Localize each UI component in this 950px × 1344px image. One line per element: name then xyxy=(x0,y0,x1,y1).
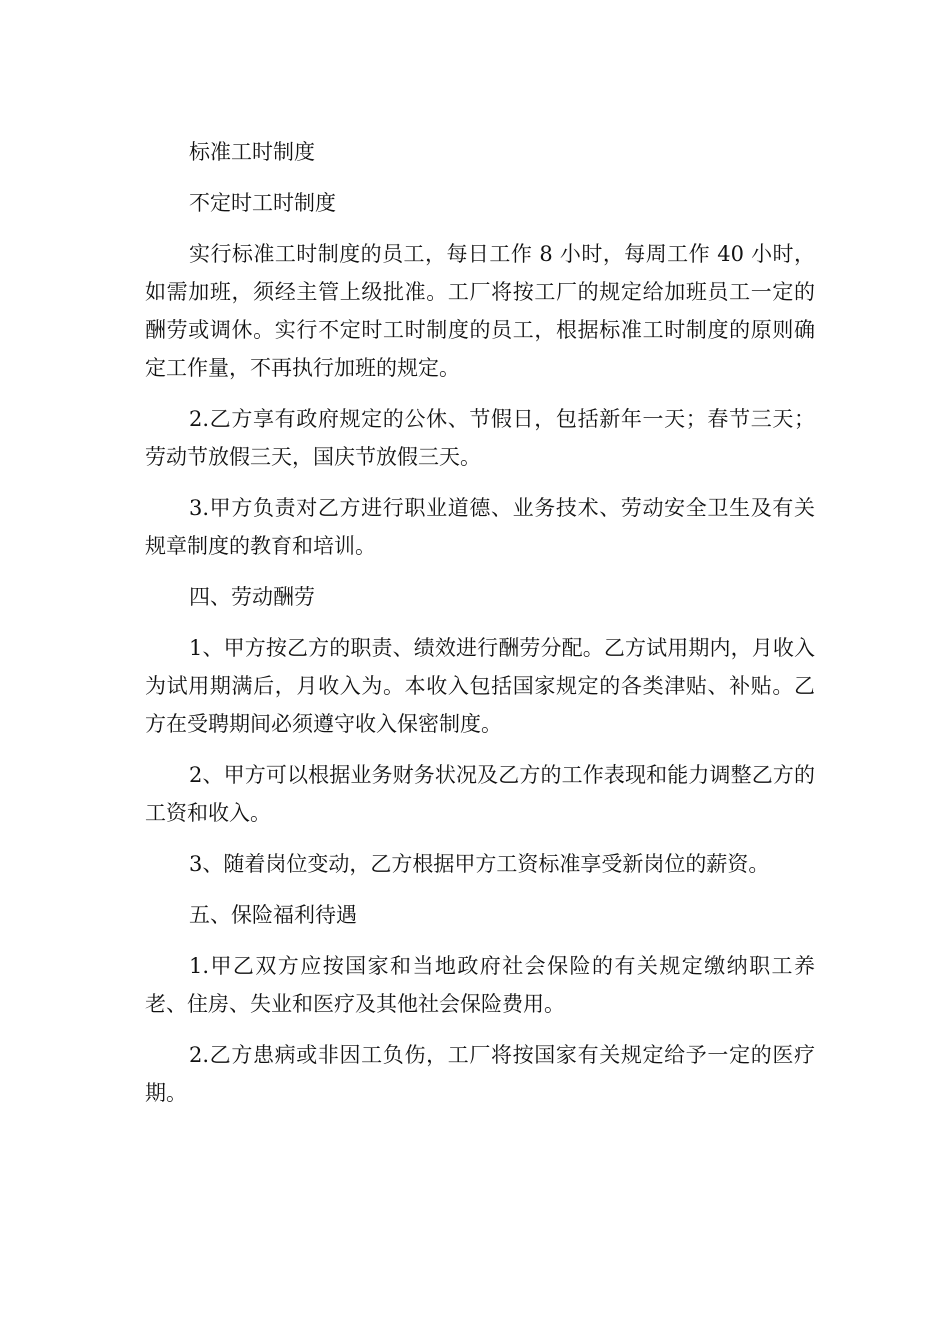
document-body xyxy=(145,133,815,1125)
paragraph-social-insurance: 1.甲乙双方应按国家和当地政府社会保险的有关规定缴纳职工养老、住房、失业和医疗及其他社会保险费用。 xyxy=(145,954,815,1016)
paragraph-holidays: 2.乙方享有政府规定的公休、节假日，包括新年一天；春节三天；劳动节放假三天，国庆节放假三天。 xyxy=(145,407,815,469)
paragraph-training: 3.甲方负责对乙方进行职业道德、业务技术、劳动安全卫生及有关规章制度的教育和培训。 xyxy=(145,496,815,558)
section-heading-remuneration: 四、劳动酬劳 xyxy=(189,585,315,609)
paragraph-salary-adjustment: 2、甲方可以根据业务财务状况及乙方的工作表现和能力调整乙方的工资和收入。 xyxy=(145,763,815,825)
paragraph-position-change: 3、随着岗位变动，乙方根据甲方工资标准享受新岗位的薪资。 xyxy=(189,852,770,876)
section-heading-insurance: 五、保险福利待遇 xyxy=(189,903,357,927)
paragraph-flexible-hours-heading: 不定时工时制度 xyxy=(189,191,336,215)
paragraph-remuneration-distribution: 1、甲方按乙方的职责、绩效进行酬劳分配。乙方试用期内，月收入为试用期满后，月收入为。本收入包括国家规定的各类津贴、补贴。乙方在受聘期间必须遵守收入保密制度。 xyxy=(145,636,815,736)
paragraph-standard-hours-heading: 标准工时制度 xyxy=(189,140,315,164)
paragraph-medical-period: 2.乙方患病或非因工负伤，工厂将按国家有关规定给予一定的医疗期。 xyxy=(145,1043,815,1105)
paragraph-working-hours-rules: 实行标准工时制度的员工，每日工作 8 小时，每周工作 40 小时，如需加班，须经主管上级批准。工厂将按工厂的规定给加班员工一定的酬劳或调休。实行不定时工时制度的员工，根据标准工时制度的原则确定工作量，不再执行加班的规定。 xyxy=(145,242,815,380)
